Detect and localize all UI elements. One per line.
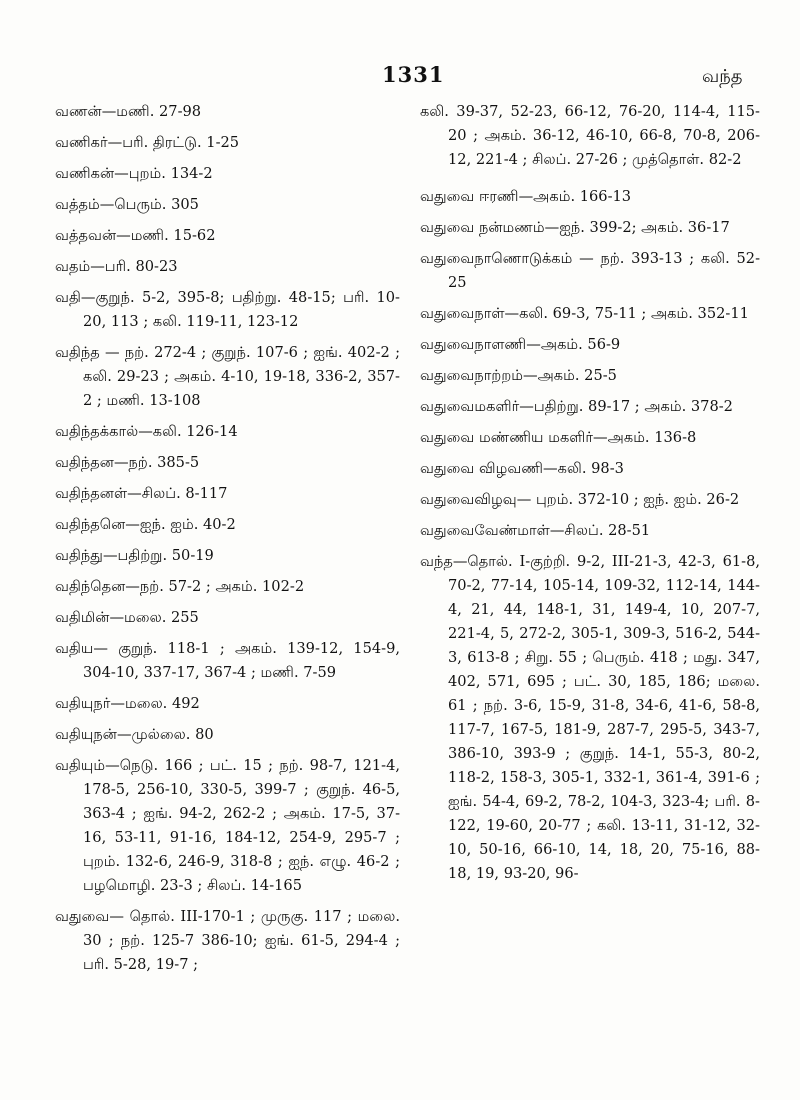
index-entry: வதிய— குறுந். 118-1 ; அகம். 139-12, 154-9, 304-10, 337-17, 367-4 ; மணி. 7-59 bbox=[55, 640, 400, 681]
index-entry: வத்தம்—பெரும். 305 bbox=[55, 196, 199, 213]
index-entry: வதுவைநாற்றம்—அகம். 25-5 bbox=[420, 367, 617, 384]
index-entry: வதுவை மண்ணிய மகளிர்—அகம். 136-8 bbox=[420, 429, 697, 446]
index-entry: வதுவை நன்மணம்—ஐந். 399-2; அகம். 36-17 bbox=[420, 219, 730, 236]
index-entry: வதிந்தக்கால்—கலி. 126-14 bbox=[55, 423, 238, 440]
index-entry: வதிமின்—மலை. 255 bbox=[55, 609, 199, 626]
index-entry: வதிந்தன—நற். 385-5 bbox=[55, 454, 200, 471]
index-entry: வதிந்தனெ—ஐந். ஐம். 40-2 bbox=[55, 516, 236, 533]
index-entry: வதிந்து—பதிற்று. 50-19 bbox=[55, 547, 214, 564]
index-entry: வத்தவன்—மணி. 15-62 bbox=[55, 227, 216, 244]
index-entry: வதியுநன்—முல்லை. 80 bbox=[55, 726, 214, 743]
index-entry: வதுவை— தொல். III-170-1 ; முருகு. 117 ; மலை. 30 ; நற். 125-7 386-10; ஐங். 61-5, 294-4 ; பரி. 5-28, 19-7 ; bbox=[55, 908, 400, 973]
index-entry: வதிந்தென—நற். 57-2 ; அகம். 102-2 bbox=[55, 578, 305, 595]
page-header bbox=[0, 56, 800, 92]
index-entry: வதியும்—நெடு. 166 ; பட். 15 ; நற். 98-7, 121-4, 178-5, 256-10, 330-5, 399-7 ; குறுந். 46-5, 363-4 ; ஐங். 94-2, 262-2 ; அகம். 17-5, 37-16, 53-11, 91-16, 184-12, 254-9, 295-7 ; புறம். 132-6, 246-9, 318-8 ; ஐந். எழு. 46-2 ; பழமொழி. 23-3 ; சிலப். 14-165 bbox=[55, 757, 400, 894]
index-entry: வதம்—பரி. 80-23 bbox=[55, 258, 178, 275]
index-entry: வதிந்த — நற். 272-4 ; குறுந். 107-6 ; ஐங். 402-2 ; கலி. 29-23 ; அகம். 4-10, 19-18, 336-2, 357-2 ; மணி. 13-108 bbox=[55, 344, 400, 409]
index-entry: வதுவைமகளிர்—பதிற்று. 89-17 ; அகம். 378-2 bbox=[420, 398, 733, 415]
index-entry: வதி—குறுந். 5-2, 395-8; பதிற்று. 48-15; பரி. 10-20, 113 ; கலி. 119-11, 123-12 bbox=[55, 289, 400, 330]
index-entry: வதியுநர்—மலை. 492 bbox=[55, 695, 200, 712]
index-entry: வணிகர்—பரி. திரட்டு. 1-25 bbox=[55, 134, 240, 151]
right-column bbox=[420, 100, 760, 893]
index-entry: வணன்—மணி. 27-98 bbox=[55, 103, 202, 120]
index-entry: வதுவைநாள்—கலி. 69-3, 75-11 ; அகம். 352-11 bbox=[420, 305, 749, 322]
index-entry: வதுவை ஈரணி—அகம். 166-13 bbox=[420, 188, 632, 205]
page-number: 1331 bbox=[382, 62, 445, 87]
index-entry: வதுவைவிழவு— புறம். 372-10 ; ஐந். ஐம். 26-2 bbox=[420, 491, 740, 508]
index-entry: வணிகன்—புறம். 134-2 bbox=[55, 165, 213, 182]
index-entry: வதுவைநாணொடுக்கம் — நற். 393-13 ; கலி. 52-25 bbox=[420, 250, 760, 291]
index-entry: வதுவை விழவணி—கலி. 98-3 bbox=[420, 460, 624, 477]
left-column bbox=[55, 100, 400, 984]
running-head: வந்த bbox=[702, 66, 743, 87]
index-entry: வதுவைவேண்மாள்—சிலப். 28-51 bbox=[420, 522, 651, 539]
index-entry: வதிந்தனள்—சிலப். 8-117 bbox=[55, 485, 228, 502]
index-entry: வந்த—தொல். I-குற்றி. 9-2, III-21-3, 42-3, 61-8, 70-2, 77-14, 105-14, 109-32, 112-14, 144-4, 21, 44, 148-1, 31, 149-4, 10, 207-7, 221-4, 5, 272-2, 305-1, 309-3, 516-2, 544-3, 613-8 ; சிறு. 55 ; பெரும். 418 ; மது. 347, 402, 571, 695 ; பட். 30, 185, 186; மலை. 61 ; நற். 3-6, 15-9, 31-8, 34-6, 41-6, 58-8, 117-7, 167-5, 181-9, 287-7, 295-5, 343-7, 386-10, 393-9 ; குறுந். 14-1, 55-3, 80-2, 118-2, 158-3, 305-1, 332-1, 361-4, 391-6 ; ஐங். 54-4, 69-2, 78-2, 104-3, 323-4; பரி. 8-122, 19-60, 20-77 ; கலி. 13-11, 31-12, 32-10, 50-16, 66-10, 14, 18, 20, 75-16, 88-18, 19, 93-20, 96- bbox=[420, 553, 760, 882]
index-entry-continued: கலி. 39-37, 52-23, 66-12, 76-20, 114-4, 115-20 ; அகம். 36-12, 46-10, 66-8, 70-8, 206-12, 221-4 ; சிலப். 27-26 ; முத்தொள். 82-2 bbox=[420, 103, 760, 168]
index-entry: வதுவைநாளணி—அகம். 56-9 bbox=[420, 336, 621, 353]
